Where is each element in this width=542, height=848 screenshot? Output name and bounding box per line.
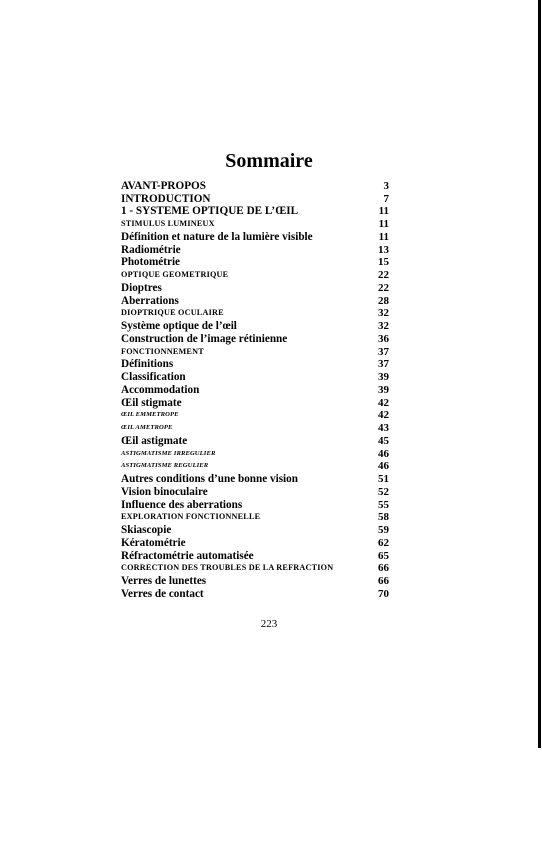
toc-entry (121, 192, 391, 205)
toc-entry (121, 562, 391, 575)
toc-entry-title: CORRECTION DES TROUBLES DE LA REFRACTION (121, 563, 334, 573)
toc-entry-title: Système optique de l’œil (121, 320, 237, 332)
toc-entry-title: OPTIQUE GEOMETRIQUE (121, 270, 229, 279)
toc-entry-title: Autres conditions d’une bonne vision (121, 473, 298, 485)
toc-entry-page: 42 (378, 396, 389, 409)
toc-entry-page: 32 (378, 307, 389, 320)
toc-entry-title: FONCTIONNEMENT (121, 346, 204, 356)
toc-entry-title: Réfractométrie automatisée (121, 549, 254, 562)
toc-entry (121, 243, 391, 256)
toc-entry-page: 45 (378, 434, 389, 447)
toc-entry-page: 37 (378, 345, 389, 358)
toc-entry-title: Classification (121, 371, 186, 383)
toc-entry-page: 55 (378, 498, 389, 511)
toc-entry-page: 37 (378, 358, 389, 371)
toc-entry-title: ASTIGMATISME IRREGULIER (121, 449, 216, 457)
toc-entry (121, 574, 391, 587)
toc-entry (121, 434, 391, 447)
toc-entry (121, 549, 391, 562)
toc-entry-title: Définitions (121, 358, 174, 371)
toc-entry-title: EXPLORATION FONCTIONNELLE (121, 512, 261, 522)
toc-entry-page: 59 (378, 524, 389, 536)
page-number: 223 (260, 618, 278, 630)
toc-entry-title: Verres de lunettes (121, 575, 207, 587)
toc-entry (121, 498, 391, 511)
toc-entry-title: AVANT-PROPOS (121, 179, 206, 192)
toc-entry-page: 22 (378, 281, 389, 294)
toc-entry (121, 511, 391, 524)
toc-entry (121, 179, 391, 192)
toc-entry (121, 396, 391, 409)
toc-entry-page: 39 (378, 371, 389, 383)
toc-entry (121, 472, 391, 485)
page-title: Sommaire (225, 150, 313, 172)
toc-entry (121, 205, 391, 218)
toc-entry (121, 332, 391, 345)
toc-entry (121, 256, 391, 269)
toc-entry-title: Œil stigmate (121, 396, 182, 409)
toc-entry-page: 46 (378, 447, 389, 460)
toc-entry-title: Dioptres (121, 281, 162, 294)
toc-entry (121, 460, 391, 473)
toc-entry (121, 383, 391, 396)
toc-entry (121, 370, 391, 383)
toc-entry-title: Skiascopie (121, 524, 172, 536)
toc-entry-page: 66 (378, 562, 389, 575)
toc-entry-page: 51 (378, 473, 389, 485)
toc-entry (121, 307, 391, 320)
toc-entry-page: 32 (378, 320, 389, 332)
toc-entry (121, 536, 391, 549)
toc-entry-page: 22 (378, 269, 389, 281)
toc-entry-title: Vision binoculaire (121, 485, 208, 498)
toc-entry-page: 52 (378, 485, 389, 498)
toc-entry-page: 58 (378, 511, 389, 524)
toc-entry (121, 409, 391, 422)
toc-entry-title: INTRODUCTION (121, 192, 211, 205)
toc-entry-page: 11 (378, 218, 389, 230)
toc-entry-title: Influence des aberrations (121, 498, 243, 511)
toc-entry-page: 11 (378, 205, 389, 218)
toc-entry-title: Verres de contact (121, 587, 204, 600)
toc-entry-page: 11 (378, 230, 389, 243)
toc-entry (121, 345, 391, 358)
toc-entry-title: 1 - SYSTEME OPTIQUE DE L’ŒIL (121, 205, 299, 218)
toc-entry (121, 358, 391, 371)
toc-entry (121, 587, 391, 600)
toc-entry-title: Aberrations (121, 294, 179, 307)
toc-entry-page: 7 (383, 192, 389, 205)
toc-entry-title: ŒIL EMMETROPE (121, 411, 179, 419)
page-edge-line (538, 0, 541, 748)
toc-entry-page: 15 (378, 256, 389, 269)
toc-entry (121, 319, 391, 332)
toc-entry-page: 46 (378, 460, 389, 473)
toc-entry-page: 62 (378, 536, 389, 549)
toc-entry-page: 3 (383, 179, 389, 192)
toc-entry-page: 43 (378, 422, 389, 434)
toc-entry-page: 65 (378, 549, 389, 562)
toc-entry-title: Accommodation (121, 383, 200, 396)
toc-entry (121, 281, 391, 294)
toc-entry-title: DIOPTRIQUE OCULAIRE (121, 308, 224, 318)
toc-entry-title: Kératométrie (121, 536, 186, 549)
toc-entry-title: ŒIL AMETROPE (121, 424, 173, 431)
toc-entry-page: 36 (378, 332, 389, 345)
toc-entry (121, 230, 391, 243)
toc-entry (121, 421, 391, 434)
toc-entry (121, 217, 391, 230)
toc-entry-page: 13 (378, 243, 389, 256)
toc-entry-title: Définition et nature de la lumière visible (121, 230, 313, 243)
toc-entry-page: 70 (378, 587, 389, 600)
toc-entry-page: 28 (378, 294, 389, 307)
toc-entry (121, 523, 391, 536)
toc-entry-title: STIMULUS LUMINEUX (121, 219, 215, 228)
toc-entry-page: 42 (378, 409, 389, 422)
table-of-contents (121, 179, 391, 600)
toc-entry-title: ASTIGMATISME REGULIER (121, 462, 209, 470)
toc-entry (121, 485, 391, 498)
toc-entry (121, 294, 391, 307)
toc-entry-page: 66 (378, 575, 389, 587)
toc-entry-page: 39 (378, 383, 389, 396)
toc-entry-title: Photométrie (121, 256, 181, 269)
toc-entry (121, 447, 391, 460)
toc-entry (121, 268, 391, 281)
toc-entry-title: Construction de l’image rétinienne (121, 332, 288, 345)
toc-entry-title: Œil astigmate (121, 434, 188, 447)
toc-entry-title: Radiométrie (121, 243, 181, 256)
